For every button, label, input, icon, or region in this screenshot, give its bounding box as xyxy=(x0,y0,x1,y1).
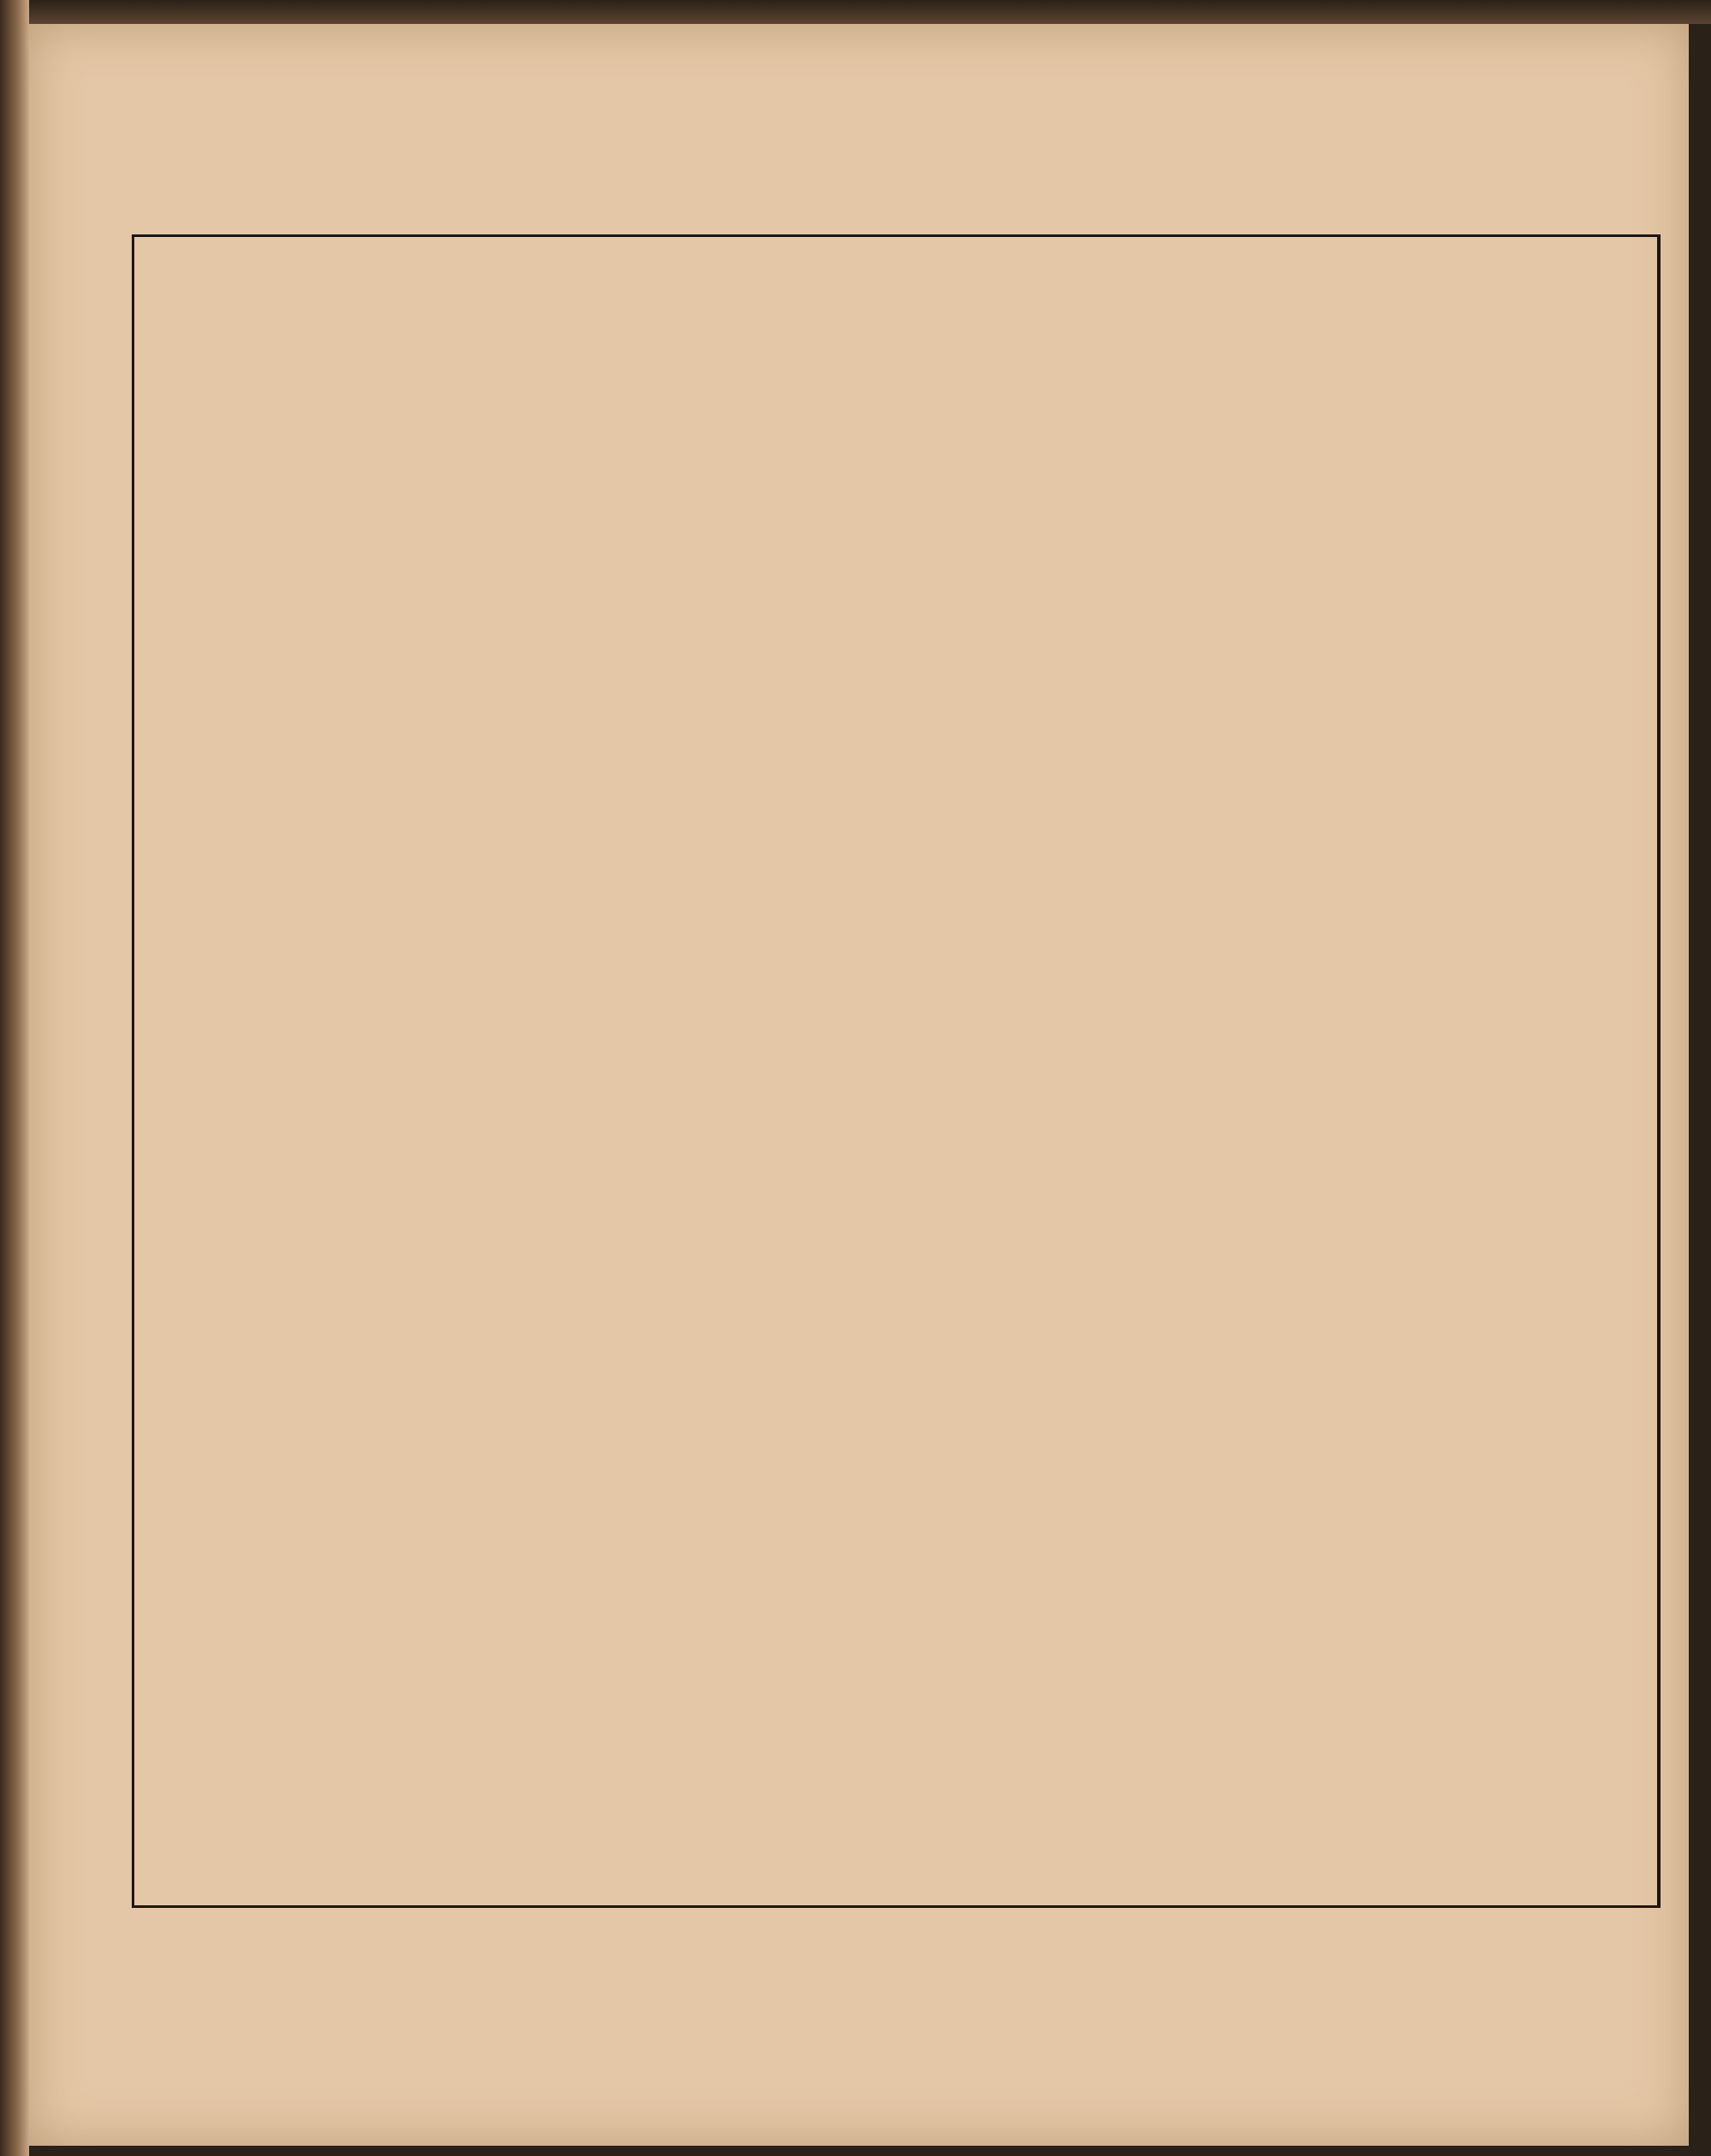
header-gasse xyxy=(195,257,370,279)
table-frame xyxy=(132,234,1661,1908)
book-spine xyxy=(0,0,29,2156)
header-eigenthuemer xyxy=(1377,296,1649,306)
